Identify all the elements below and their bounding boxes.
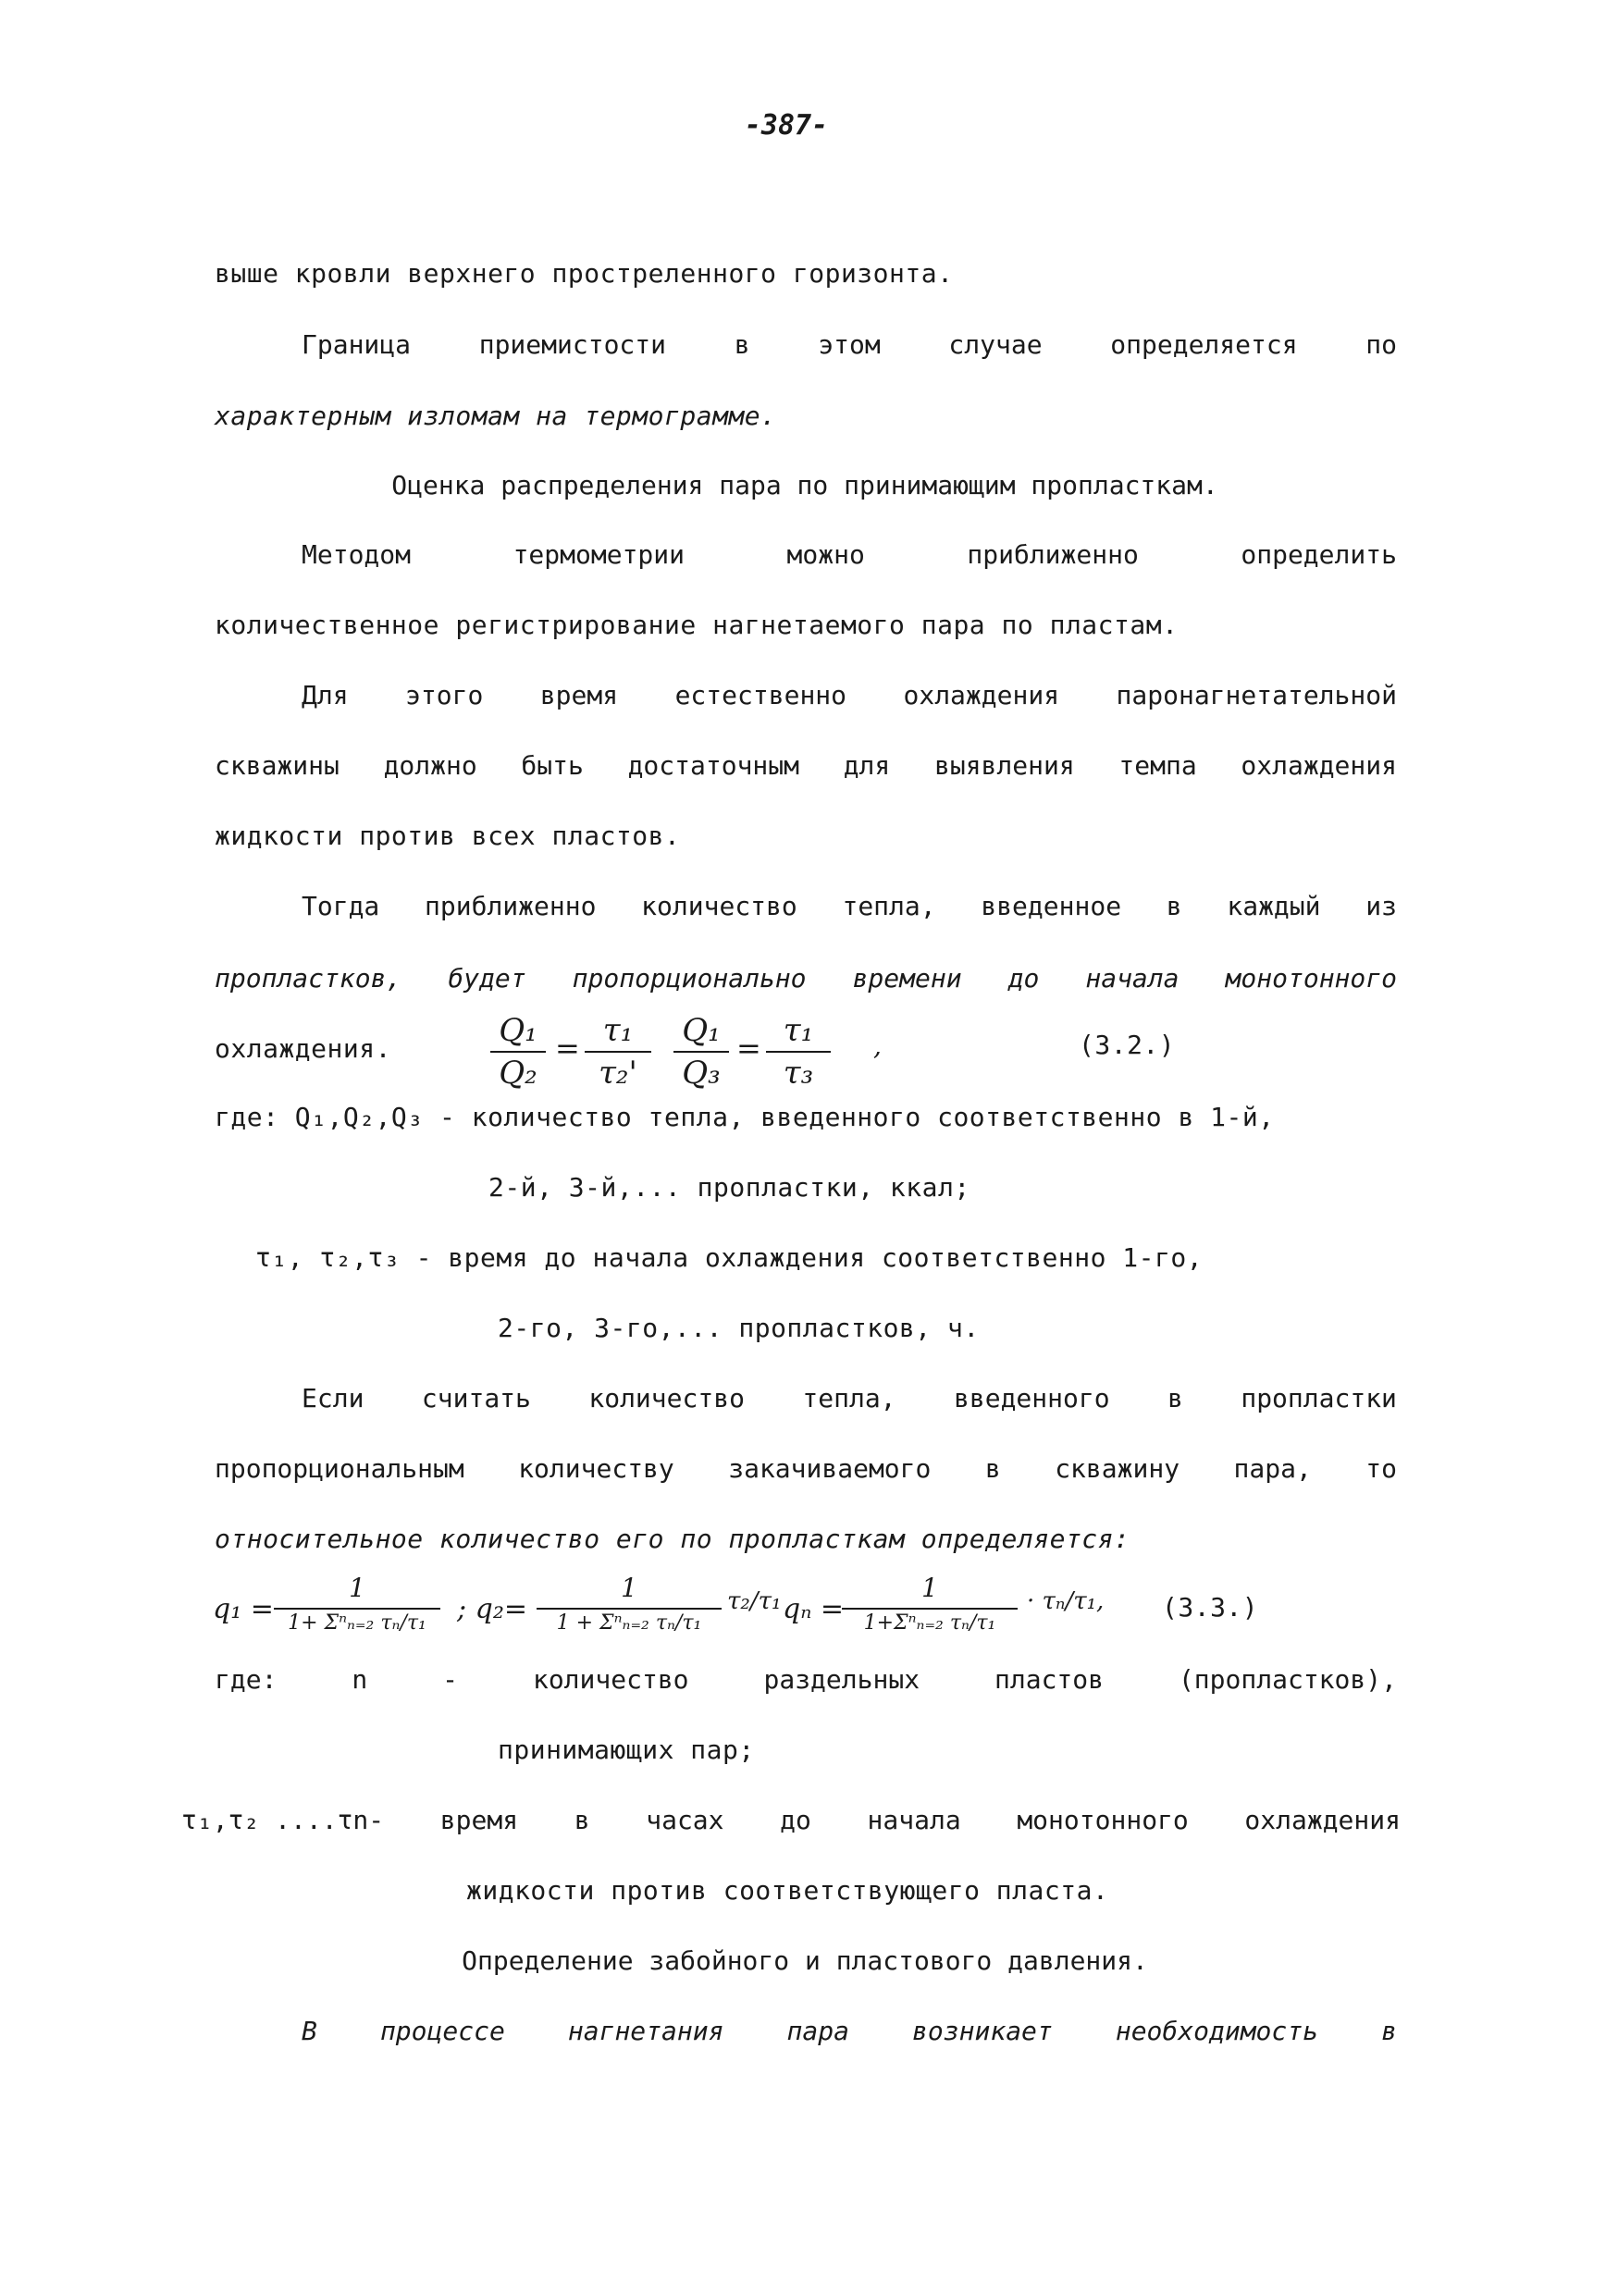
- word: естественно: [674, 680, 847, 710]
- eq32-frac3-bar: [673, 1051, 729, 1053]
- word: Для: [302, 680, 349, 710]
- text-line-18: [215, 1452, 1397, 1486]
- word: пропластки: [1241, 1383, 1397, 1413]
- text-line-7: [302, 679, 1397, 712]
- word: охлаждения: [1244, 1805, 1401, 1835]
- word: паронагнетательной: [1116, 680, 1397, 710]
- word: до: [1007, 963, 1040, 994]
- eq33-frac2-den: 1 + Σⁿₙ₌₂ τₙ/τ₁: [556, 1611, 702, 1635]
- eq33-qn: qₙ =: [783, 1593, 845, 1625]
- eq32-frac3-num: Q₁: [682, 1012, 721, 1049]
- word: случае: [948, 329, 1043, 360]
- word: приближенно: [967, 539, 1139, 570]
- word: количеству: [518, 1453, 674, 1484]
- word: определить: [1241, 539, 1397, 570]
- word: пара: [786, 2016, 849, 2046]
- section-heading-steam-distribution: Оценка распределения пара по принимающим пропласткам.: [391, 470, 1218, 500]
- word: тепла,: [802, 1383, 896, 1413]
- word: количество: [532, 1664, 689, 1695]
- text-line-17: [302, 1382, 1397, 1415]
- eq33-frac1-bar: [274, 1608, 440, 1610]
- word: в: [1166, 891, 1182, 921]
- text-line-19: относительное количество его по пропласткам определяется:: [215, 1524, 1130, 1554]
- eq33-frac1-num: 1: [349, 1573, 365, 1603]
- word: приемистости: [478, 329, 667, 360]
- word: достаточным: [627, 750, 799, 781]
- eq32-equals-1: =: [555, 1031, 580, 1066]
- eq32-frac2-bar: [585, 1051, 651, 1053]
- word: из: [1365, 891, 1397, 921]
- text-line-15: τ₁, τ₂,τ₃ - время до начала охлаждения соответственно 1-го,: [255, 1242, 1204, 1273]
- word: считать: [421, 1383, 531, 1413]
- word: быть: [521, 750, 584, 781]
- word: будет: [448, 963, 526, 994]
- word: этом: [818, 329, 881, 360]
- word: необходимость: [1115, 2016, 1318, 2046]
- word: в: [574, 1805, 590, 1835]
- text-line-10: [302, 890, 1397, 923]
- word: τ₁,τ₂ ....τn-: [181, 1805, 385, 1835]
- word: пара,: [1233, 1453, 1312, 1484]
- word: выявления: [933, 750, 1075, 781]
- eq33-frac2-bar: [537, 1608, 722, 1610]
- text-line-3: характерным изломам на термограмме.: [215, 401, 777, 431]
- word: начала: [1085, 963, 1180, 994]
- word: в: [734, 329, 750, 360]
- word: Методом: [302, 539, 412, 570]
- word: охлаждения: [1241, 750, 1397, 781]
- page-number: -387-: [744, 109, 829, 142]
- eq32-frac4-bar: [766, 1051, 831, 1053]
- word: процессе: [379, 2016, 505, 2046]
- eq33-frac3-den: 1+Σⁿₙ₌₂ τₙ/τ₁: [863, 1611, 996, 1635]
- word: в: [984, 1453, 1001, 1484]
- eq33-frac3-bar: [842, 1608, 1018, 1610]
- eq32-frac2-den: τ₂': [599, 1055, 637, 1092]
- text-line-25: [302, 2015, 1397, 2048]
- eq33-q1: q₁ =: [213, 1593, 274, 1625]
- eq33-q2: ; q₂=: [457, 1593, 528, 1625]
- text-line-22: [181, 1804, 1401, 1837]
- word: возникает: [912, 2016, 1053, 2046]
- word: этого: [405, 680, 484, 710]
- word: закачиваемого: [728, 1453, 932, 1484]
- text-line-8: [215, 749, 1397, 783]
- word: скважину: [1055, 1453, 1180, 1484]
- eq32-frac4-den: τ₃: [783, 1055, 814, 1092]
- word: Граница: [302, 329, 412, 360]
- word: Тогда: [302, 891, 380, 921]
- word: в: [1381, 2016, 1397, 2046]
- word: (пропластков),: [1178, 1664, 1397, 1695]
- equation-label-3-3: (3.3.): [1162, 1592, 1259, 1623]
- word: до: [780, 1805, 811, 1835]
- text-line-20: [215, 1663, 1397, 1697]
- word: введенного: [954, 1383, 1110, 1413]
- word: количество: [641, 891, 797, 921]
- word: монотонного: [1017, 1805, 1189, 1835]
- word: определяется: [1110, 329, 1298, 360]
- word: время: [539, 680, 619, 710]
- word: скважины: [215, 750, 340, 781]
- word: нагнетания: [567, 2016, 724, 2046]
- word: должно: [383, 750, 477, 781]
- word: то: [1365, 1453, 1397, 1484]
- word: В: [302, 2016, 317, 2046]
- word: пластов: [994, 1664, 1105, 1695]
- section-heading-pressure: Определение забойного и пластового давления.: [462, 1945, 1148, 1976]
- word: количество: [588, 1383, 745, 1413]
- word: в: [1167, 1383, 1183, 1413]
- eq33-mult-tau2: τ₂/τ₁: [727, 1587, 782, 1615]
- text-line-14: 2-й, 3-й,... пропластки, ккал;: [488, 1172, 970, 1203]
- eq32-frac1-num: Q₁: [499, 1012, 537, 1049]
- text-line-21: принимающих пар;: [498, 1734, 755, 1765]
- word: время: [439, 1805, 519, 1835]
- text-line-1: выше кровли верхнего простреленного горизонта.: [215, 258, 954, 289]
- text-line-12: охлаждения.: [215, 1033, 391, 1064]
- word: часах: [646, 1805, 724, 1835]
- text-line-5: [302, 538, 1397, 572]
- text-line-11: [215, 962, 1397, 995]
- word: по: [1365, 329, 1397, 360]
- word: монотонного: [1225, 963, 1397, 994]
- word: каждый: [1227, 891, 1321, 921]
- word: n: [352, 1664, 368, 1695]
- eq32-frac3-den: Q₃: [682, 1055, 721, 1092]
- text-line-13: где: Q₁,Q₂,Q₃ - количество тепла, введенного соответственно в 1-й,: [215, 1102, 1275, 1132]
- eq32-equals-2: =: [736, 1031, 761, 1066]
- word: -: [442, 1664, 459, 1695]
- text-line-23: жидкости против соответствующего пласта.: [466, 1875, 1109, 1906]
- word: времени: [852, 963, 962, 994]
- eq33-frac3-num: 1: [921, 1573, 938, 1603]
- word: раздельных: [763, 1664, 920, 1695]
- eq32-frac1-bar: [490, 1051, 546, 1053]
- eq33-mult-taun: · τₙ/τ₁,: [1027, 1587, 1105, 1615]
- word: где:: [215, 1664, 278, 1695]
- eq32-frac2-num: τ₁: [602, 1012, 634, 1049]
- eq33-frac2-num: 1: [621, 1573, 637, 1603]
- text-line-9: жидкости против всех пластов.: [215, 821, 681, 851]
- text-line-6: количественное регистрирование нагнетаемого пара по пластам.: [215, 610, 1179, 640]
- word: Если: [302, 1383, 364, 1413]
- word: пропластков,: [215, 963, 402, 994]
- word: термометрии: [513, 539, 685, 570]
- word: пропорционально: [572, 963, 807, 994]
- text-line-2: [302, 328, 1397, 362]
- word: введенное: [981, 891, 1122, 921]
- word: охлаждения: [903, 680, 1060, 710]
- eq33-frac1-den: 1+ Σⁿₙ₌₂ τₙ/τ₁: [288, 1611, 426, 1635]
- word: можно: [786, 539, 865, 570]
- word: начала: [867, 1805, 961, 1835]
- eq32-frac1-den: Q₂: [499, 1055, 537, 1092]
- equation-label-3-2: (3.2.): [1079, 1030, 1176, 1060]
- word: тепла,: [842, 891, 936, 921]
- eq32-comma: ,: [873, 1031, 882, 1061]
- word: для: [843, 750, 891, 781]
- eq32-frac4-num: τ₁: [783, 1012, 814, 1049]
- word: приближенно: [425, 891, 597, 921]
- word: темпа: [1118, 750, 1197, 781]
- text-line-16: 2-го, 3-го,... пропластков, ч.: [498, 1313, 980, 1343]
- word: пропорциональным: [215, 1453, 464, 1484]
